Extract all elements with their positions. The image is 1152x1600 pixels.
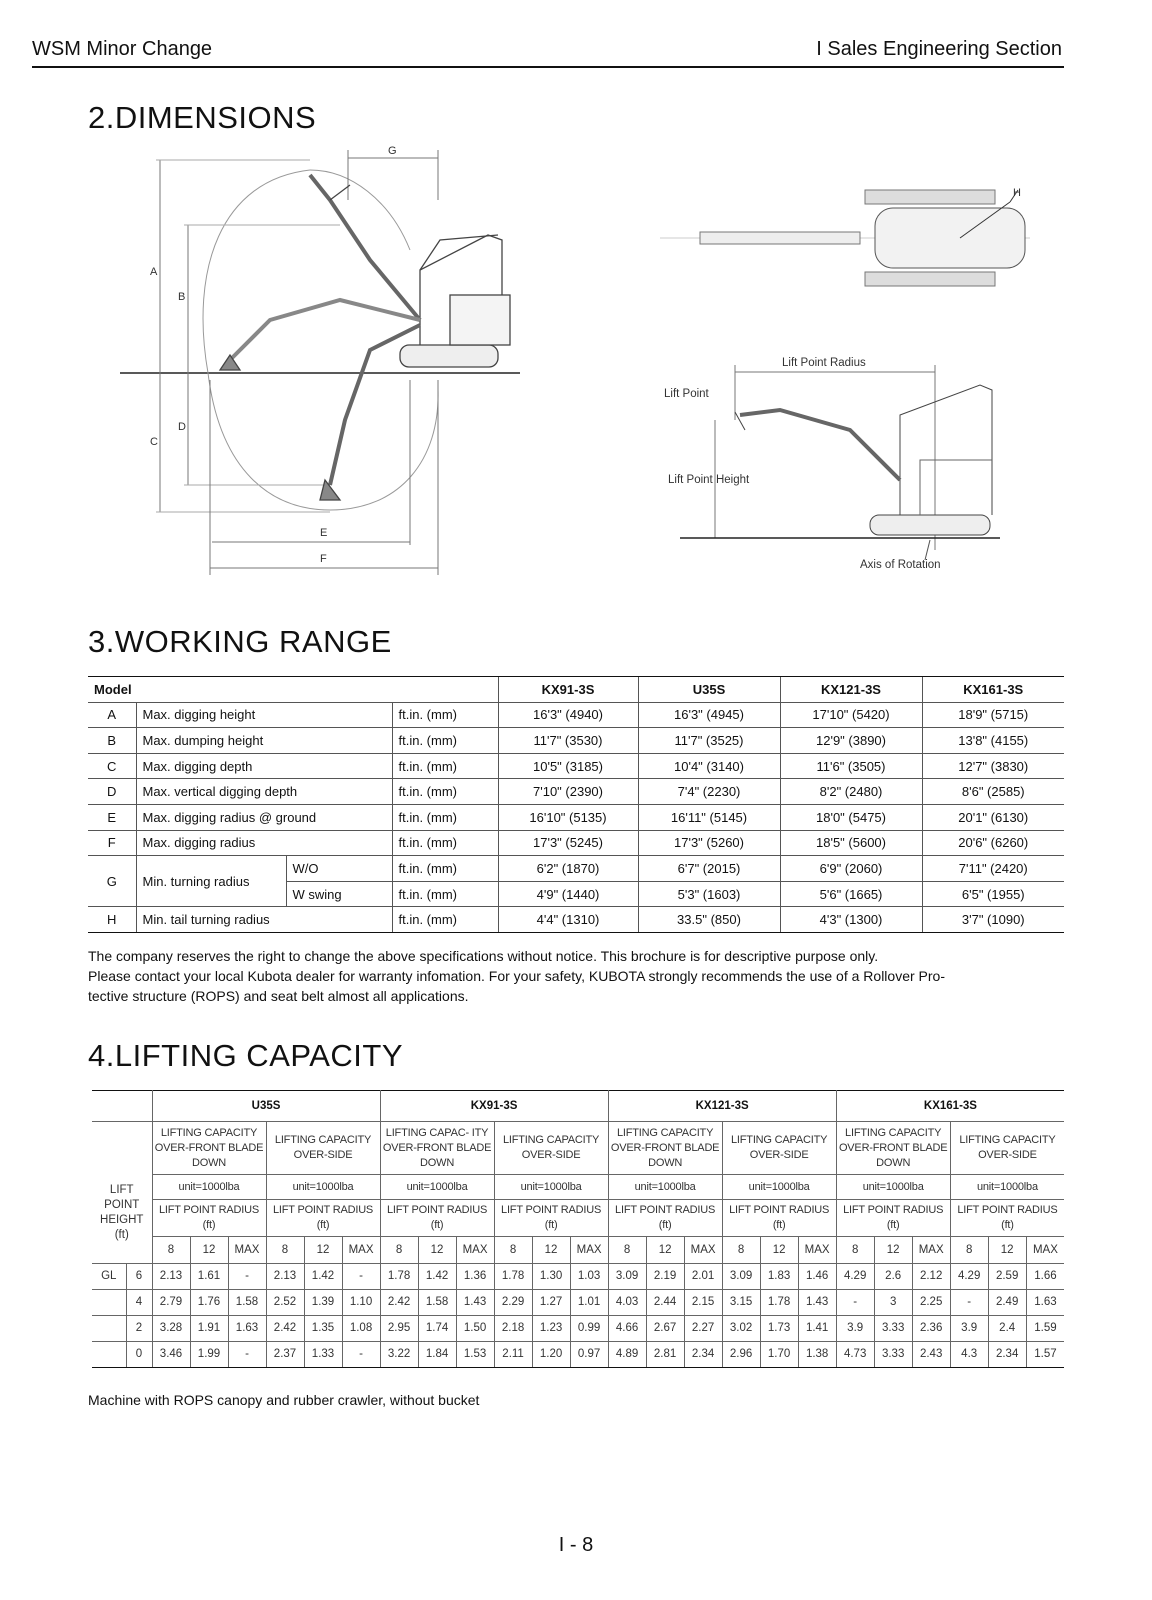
cell-value: 8'6" (2585) <box>922 779 1064 805</box>
capacity-value: 1.63 <box>1026 1290 1064 1316</box>
radius-header: LIFT POINT RADIUS (ft) <box>836 1200 950 1237</box>
radius-value: MAX <box>798 1237 836 1264</box>
capacity-value: 2.37 <box>266 1342 304 1368</box>
table-row <box>92 1290 1064 1316</box>
capacity-value: 2.19 <box>646 1264 684 1290</box>
cell-value: 4'4" (1310) <box>498 907 638 933</box>
lift-height-value: 6 <box>126 1264 152 1290</box>
capacity-value: 2.6 <box>874 1264 912 1290</box>
row-unit: ft.in. (mm) <box>392 728 498 754</box>
row-code: G <box>88 856 136 907</box>
axis-of-rotation-label: Axis of Rotation <box>860 559 941 571</box>
capacity-value: 3 <box>874 1290 912 1316</box>
unit-label: unit=1000lba <box>266 1175 380 1200</box>
model-kx161-3s: KX161-3S <box>922 677 1064 703</box>
radius-value: 8 <box>608 1237 646 1264</box>
cell-value: 20'6" (6260) <box>922 830 1064 856</box>
dim-label-h: H <box>1013 187 1021 199</box>
capacity-value: 2.15 <box>684 1290 722 1316</box>
capacity-value: 4.3 <box>950 1342 988 1368</box>
radius-value: MAX <box>228 1237 266 1264</box>
radius-value: 12 <box>760 1237 798 1264</box>
cell-value: 16'3" (4945) <box>638 702 780 728</box>
dim-label-f: F <box>320 553 327 565</box>
cell-value: 12'9" (3890) <box>780 728 922 754</box>
table-row <box>88 830 1064 856</box>
cell-value: 4'3" (1300) <box>780 907 922 933</box>
dim-label-b: B <box>178 291 186 303</box>
cell-value: 3'7" (1090) <box>922 907 1064 933</box>
cell-value: 7'10" (2390) <box>498 779 638 805</box>
table-row <box>92 1316 1064 1342</box>
unit-label: unit=1000lba <box>608 1175 722 1200</box>
dim-label-d: D <box>178 421 186 433</box>
capacity-value: 1.33 <box>304 1342 342 1368</box>
row-code: F <box>88 830 136 856</box>
capacity-value: 3.46 <box>152 1342 190 1368</box>
row-code: A <box>88 702 136 728</box>
cell-value: 10'5" (3185) <box>498 753 638 779</box>
capacity-value: 1.10 <box>342 1290 380 1316</box>
capacity-value: 3.09 <box>722 1264 760 1290</box>
dim-label-g: G <box>388 145 397 157</box>
row-code: H <box>88 907 136 933</box>
radius-values-row <box>92 1237 1064 1264</box>
working-range-table <box>88 676 1064 933</box>
radius-header-row <box>92 1200 1064 1237</box>
capacity-value: 1.30 <box>532 1264 570 1290</box>
capacity-value: 3.15 <box>722 1290 760 1316</box>
row-unit: ft.in. (mm) <box>392 907 498 933</box>
capacity-value: 2.34 <box>684 1342 722 1368</box>
radius-header: LIFT POINT RADIUS (ft) <box>152 1200 266 1237</box>
row-label: Max. digging depth <box>136 753 392 779</box>
capacity-value: 2.96 <box>722 1342 760 1368</box>
capacity-value: 2.79 <box>152 1290 190 1316</box>
cell-value: 18'0" (5475) <box>780 804 922 830</box>
capacity-value: 1.76 <box>190 1290 228 1316</box>
row-label: Max. dumping height <box>136 728 392 754</box>
section-title-dimensions: 2.DIMENSIONS <box>88 100 317 135</box>
capacity-value: 1.70 <box>760 1342 798 1368</box>
lift-point-height-header: LIFT POINT HEIGHT (ft) <box>92 1122 152 1264</box>
cell-value: 11'7" (3525) <box>638 728 780 754</box>
capacity-value: - <box>836 1290 874 1316</box>
cell-value: 16'3" (4940) <box>498 702 638 728</box>
radius-header: LIFT POINT RADIUS (ft) <box>494 1200 608 1237</box>
radius-value: MAX <box>456 1237 494 1264</box>
capacity-value: - <box>228 1264 266 1290</box>
capacity-value: 1.42 <box>304 1264 342 1290</box>
capacity-header: LIFTING CAPACITY OVER-SIDE <box>950 1122 1064 1175</box>
capacity-value: 1.01 <box>570 1290 608 1316</box>
capacity-value: 1.50 <box>456 1316 494 1342</box>
cell-value: 8'2" (2480) <box>780 779 922 805</box>
cell-value: 12'7" (3830) <box>922 753 1064 779</box>
capacity-header: LIFTING CAPACITY OVER-SIDE <box>722 1122 836 1175</box>
capacity-value: 4.03 <box>608 1290 646 1316</box>
cell-value: 6'2" (1870) <box>498 856 638 882</box>
capacity-value: 2.01 <box>684 1264 722 1290</box>
disclaimer-text <box>88 946 1068 1006</box>
radius-value: MAX <box>342 1237 380 1264</box>
unit-label: unit=1000lba <box>722 1175 836 1200</box>
row-unit: ft.in. (mm) <box>392 804 498 830</box>
cell-value: 18'9" (5715) <box>922 702 1064 728</box>
row-label: Max. digging radius <box>136 830 392 856</box>
model-u35s: U35S <box>638 677 780 703</box>
gl-label <box>92 1342 126 1368</box>
capacity-value: 1.23 <box>532 1316 570 1342</box>
cell-value: 4'9" (1440) <box>498 881 638 907</box>
radius-value: 12 <box>874 1237 912 1264</box>
row-unit: ft.in. (mm) <box>392 779 498 805</box>
capacity-value: 1.66 <box>1026 1264 1064 1290</box>
disclaimer-line: Please contact your local Kubota dealer for warranty infomation. For your safety, KUBOTA strongly recommends the use of a Rollover Pro- <box>88 968 945 984</box>
capacity-value: 1.27 <box>532 1290 570 1316</box>
capacity-value: 1.78 <box>760 1290 798 1316</box>
capacity-value: 3.28 <box>152 1316 190 1342</box>
capacity-value: - <box>342 1264 380 1290</box>
capacity-value: 1.20 <box>532 1342 570 1368</box>
capacity-value: 3.9 <box>836 1316 874 1342</box>
cell-value: 7'4" (2230) <box>638 779 780 805</box>
capacity-value: 1.43 <box>798 1290 836 1316</box>
cell-value: 10'4" (3140) <box>638 753 780 779</box>
section-title-lifting-capacity: 4.LIFTING CAPACITY <box>88 1038 404 1073</box>
capacity-value: 2.81 <box>646 1342 684 1368</box>
gl-label <box>92 1316 126 1342</box>
capacity-value: 3.22 <box>380 1342 418 1368</box>
lift-point-radius-label: Lift Point Radius <box>782 357 866 369</box>
capacity-value: 2.29 <box>494 1290 532 1316</box>
capacity-value: 4.89 <box>608 1342 646 1368</box>
radius-value: 8 <box>380 1237 418 1264</box>
cell-value: 18'5" (5600) <box>780 830 922 856</box>
cell-value: 11'7" (3530) <box>498 728 638 754</box>
gl-label <box>92 1290 126 1316</box>
row-unit: ft.in. (mm) <box>392 881 498 907</box>
capacity-value: 0.97 <box>570 1342 608 1368</box>
model-header-row <box>92 1091 1064 1122</box>
capacity-value: 1.78 <box>494 1264 532 1290</box>
table-row <box>88 702 1064 728</box>
cell-value: 11'6" (3505) <box>780 753 922 779</box>
lift-point-height-label: Lift Point Height <box>668 474 750 486</box>
capacity-value: 2.44 <box>646 1290 684 1316</box>
capacity-value: 1.46 <box>798 1264 836 1290</box>
capacity-value: 2.36 <box>912 1316 950 1342</box>
radius-value: 12 <box>532 1237 570 1264</box>
radius-value: 8 <box>950 1237 988 1264</box>
capacity-value: 2.43 <box>912 1342 950 1368</box>
table-row <box>88 728 1064 754</box>
row-label: Max. digging height <box>136 702 392 728</box>
capacity-value: 1.58 <box>228 1290 266 1316</box>
dim-label-e: E <box>320 527 328 539</box>
radius-value: 12 <box>304 1237 342 1264</box>
radius-header: LIFT POINT RADIUS (ft) <box>608 1200 722 1237</box>
capacity-value: 1.59 <box>1026 1316 1064 1342</box>
lift-model-u35s: U35S <box>152 1091 380 1122</box>
cell-value: 17'3" (5260) <box>638 830 780 856</box>
capacity-value: - <box>950 1290 988 1316</box>
capacity-value: 3.9 <box>950 1316 988 1342</box>
lift-height-value: 2 <box>126 1316 152 1342</box>
capacity-header: LIFTING CAPACITY OVER-SIDE <box>494 1122 608 1175</box>
capacity-value: 2.52 <box>266 1290 304 1316</box>
row-code: C <box>88 753 136 779</box>
row-sublabel: W swing <box>286 881 392 907</box>
unit-label: unit=1000lba <box>152 1175 266 1200</box>
capacity-value: 0.99 <box>570 1316 608 1342</box>
capacity-value: 1.74 <box>418 1316 456 1342</box>
radius-value: 8 <box>722 1237 760 1264</box>
capacity-value: 3.33 <box>874 1316 912 1342</box>
radius-value: 12 <box>190 1237 228 1264</box>
cell-value: 33.5" (850) <box>638 907 780 933</box>
row-code: E <box>88 804 136 830</box>
row-code: B <box>88 728 136 754</box>
cell-value: 16'10" (5135) <box>498 804 638 830</box>
capacity-value: 1.99 <box>190 1342 228 1368</box>
document-header-left: WSM Minor Change <box>32 38 213 60</box>
lift-height-value: 4 <box>126 1290 152 1316</box>
radius-header: LIFT POINT RADIUS (ft) <box>722 1200 836 1237</box>
capacity-value: 2.13 <box>266 1264 304 1290</box>
capacity-header: LIFTING CAPACITY OVER-FRONT BLADE DOWN <box>152 1122 266 1175</box>
row-label: Max. vertical digging depth <box>136 779 392 805</box>
capacity-value: 1.41 <box>798 1316 836 1342</box>
lifting-capacity-table <box>92 1090 1064 1368</box>
capacity-value: 1.38 <box>798 1342 836 1368</box>
radius-value: 8 <box>152 1237 190 1264</box>
capacity-value: - <box>342 1342 380 1368</box>
capacity-value: 1.58 <box>418 1290 456 1316</box>
header-rule <box>32 66 1064 68</box>
radius-value: 8 <box>836 1237 874 1264</box>
radius-header: LIFT POINT RADIUS (ft) <box>950 1200 1064 1237</box>
capacity-header: LIFTING CAPACITY OVER-FRONT BLADE DOWN <box>836 1122 950 1175</box>
table-row <box>88 856 1064 882</box>
cell-value: 7'11" (2420) <box>922 856 1064 882</box>
capacity-value: 3.33 <box>874 1342 912 1368</box>
row-label: Min. turning radius <box>136 856 286 907</box>
plan-view-diagram <box>660 180 1040 300</box>
table-row <box>88 779 1064 805</box>
table-row <box>92 1342 1064 1368</box>
model-kx91-3s: KX91-3S <box>498 677 638 703</box>
capacity-value: 1.53 <box>456 1342 494 1368</box>
radius-value: 12 <box>418 1237 456 1264</box>
radius-header: LIFT POINT RADIUS (ft) <box>266 1200 380 1237</box>
capacity-value: 1.35 <box>304 1316 342 1342</box>
row-label: Min. tail turning radius <box>136 907 392 933</box>
cell-value: 5'6" (1665) <box>780 881 922 907</box>
lift-height-value: 0 <box>126 1342 152 1368</box>
capacity-value: 2.34 <box>988 1342 1026 1368</box>
dim-label-c: C <box>150 436 158 448</box>
radius-value: 8 <box>266 1237 304 1264</box>
cell-value: 5'3" (1603) <box>638 881 780 907</box>
table-row <box>88 907 1064 933</box>
unit-label: unit=1000lba <box>950 1175 1064 1200</box>
lift-model-kx121-3s: KX121-3S <box>608 1091 836 1122</box>
cell-value: 20'1" (6130) <box>922 804 1064 830</box>
section-title-working-range: 3.WORKING RANGE <box>88 624 392 659</box>
row-unit: ft.in. (mm) <box>392 702 498 728</box>
row-label: Max. digging radius @ ground <box>136 804 392 830</box>
row-sublabel: W/O <box>286 856 392 882</box>
table-row <box>92 1264 1064 1290</box>
capacity-value: 2.25 <box>912 1290 950 1316</box>
capacity-value: 2.49 <box>988 1290 1026 1316</box>
capacity-value: - <box>228 1342 266 1368</box>
radius-value: MAX <box>1026 1237 1064 1264</box>
capacity-value: 3.02 <box>722 1316 760 1342</box>
capacity-value: 1.78 <box>380 1264 418 1290</box>
capacity-value: 1.03 <box>570 1264 608 1290</box>
cell-value: 16'11" (5145) <box>638 804 780 830</box>
radius-value: 12 <box>988 1237 1026 1264</box>
capacity-header: LIFTING CAPACITY OVER-FRONT BLADE DOWN <box>608 1122 722 1175</box>
capacity-value: 2.11 <box>494 1342 532 1368</box>
capacity-value: 1.39 <box>304 1290 342 1316</box>
row-unit: ft.in. (mm) <box>392 856 498 882</box>
unit-label: unit=1000lba <box>494 1175 608 1200</box>
capacity-value: 3.09 <box>608 1264 646 1290</box>
capacity-value: 2.59 <box>988 1264 1026 1290</box>
lift-model-kx91-3s: KX91-3S <box>380 1091 608 1122</box>
capacity-value: 2.42 <box>380 1290 418 1316</box>
working-range-diagram <box>120 140 540 580</box>
radius-value: MAX <box>912 1237 950 1264</box>
cell-value: 6'7" (2015) <box>638 856 780 882</box>
unit-label: unit=1000lba <box>836 1175 950 1200</box>
capacity-value: 1.73 <box>760 1316 798 1342</box>
radius-header: LIFT POINT RADIUS (ft) <box>380 1200 494 1237</box>
disclaimer-line: The company reserves the right to change the above specifications without notice. This brochure is for descriptive purpose only. <box>88 948 879 964</box>
capacity-value: 2.18 <box>494 1316 532 1342</box>
row-unit: ft.in. (mm) <box>392 753 498 779</box>
capacity-value: 1.08 <box>342 1316 380 1342</box>
capacity-header: LIFTING CAPACITY OVER-SIDE <box>266 1122 380 1175</box>
capacity-value: 2.13 <box>152 1264 190 1290</box>
row-code: D <box>88 779 136 805</box>
unit-label: unit=1000lba <box>380 1175 494 1200</box>
cell-value: 6'9" (2060) <box>780 856 922 882</box>
capacity-value: 4.29 <box>950 1264 988 1290</box>
cell-value: 17'3" (5245) <box>498 830 638 856</box>
document-header-right: I Sales Engineering Section <box>816 38 1062 60</box>
capacity-value: 2.42 <box>266 1316 304 1342</box>
capacity-value: 1.63 <box>228 1316 266 1342</box>
radius-value: 12 <box>646 1237 684 1264</box>
table-header-row <box>88 677 1064 703</box>
capacity-value: 4.29 <box>836 1264 874 1290</box>
page-number: I - 8 <box>558 1534 594 1556</box>
lift-point-diagram <box>660 350 1020 580</box>
capacity-value: 1.91 <box>190 1316 228 1342</box>
lift-point-label: Lift Point <box>664 388 709 400</box>
unit-row <box>92 1175 1064 1200</box>
table-row <box>88 753 1064 779</box>
radius-value: MAX <box>570 1237 608 1264</box>
lift-model-kx161-3s: KX161-3S <box>836 1091 1064 1122</box>
capacity-value: 1.43 <box>456 1290 494 1316</box>
capacity-value: 2.4 <box>988 1316 1026 1342</box>
model-header: Model <box>88 677 498 703</box>
cell-value: 6'5" (1955) <box>922 881 1064 907</box>
capacity-value: 4.73 <box>836 1342 874 1368</box>
lifting-footnote: Machine with ROPS canopy and rubber crawler, without bucket <box>88 1392 480 1408</box>
table-row <box>88 804 1064 830</box>
model-kx121-3s: KX121-3S <box>780 677 922 703</box>
capacity-value: 2.67 <box>646 1316 684 1342</box>
capacity-header: LIFTING CAPAC- ITY OVER-FRONT BLADE DOWN <box>380 1122 494 1175</box>
radius-value: 8 <box>494 1237 532 1264</box>
capacity-value: 4.66 <box>608 1316 646 1342</box>
gl-label: GL <box>92 1264 126 1290</box>
capacity-value: 1.57 <box>1026 1342 1064 1368</box>
row-unit: ft.in. (mm) <box>392 830 498 856</box>
capacity-value: 2.95 <box>380 1316 418 1342</box>
dim-label-a: A <box>150 266 158 278</box>
cell-value: 13'8" (4155) <box>922 728 1064 754</box>
capacity-value: 1.84 <box>418 1342 456 1368</box>
radius-value: MAX <box>684 1237 722 1264</box>
capacity-value: 1.83 <box>760 1264 798 1290</box>
cell-value: 17'10" (5420) <box>780 702 922 728</box>
capacity-value: 1.36 <box>456 1264 494 1290</box>
capacity-value: 1.42 <box>418 1264 456 1290</box>
capacity-header-row <box>92 1122 1064 1175</box>
capacity-value: 2.27 <box>684 1316 722 1342</box>
capacity-value: 1.61 <box>190 1264 228 1290</box>
capacity-value: 2.12 <box>912 1264 950 1290</box>
disclaimer-line: tective structure (ROPS) and seat belt almost all applications. <box>88 988 469 1004</box>
